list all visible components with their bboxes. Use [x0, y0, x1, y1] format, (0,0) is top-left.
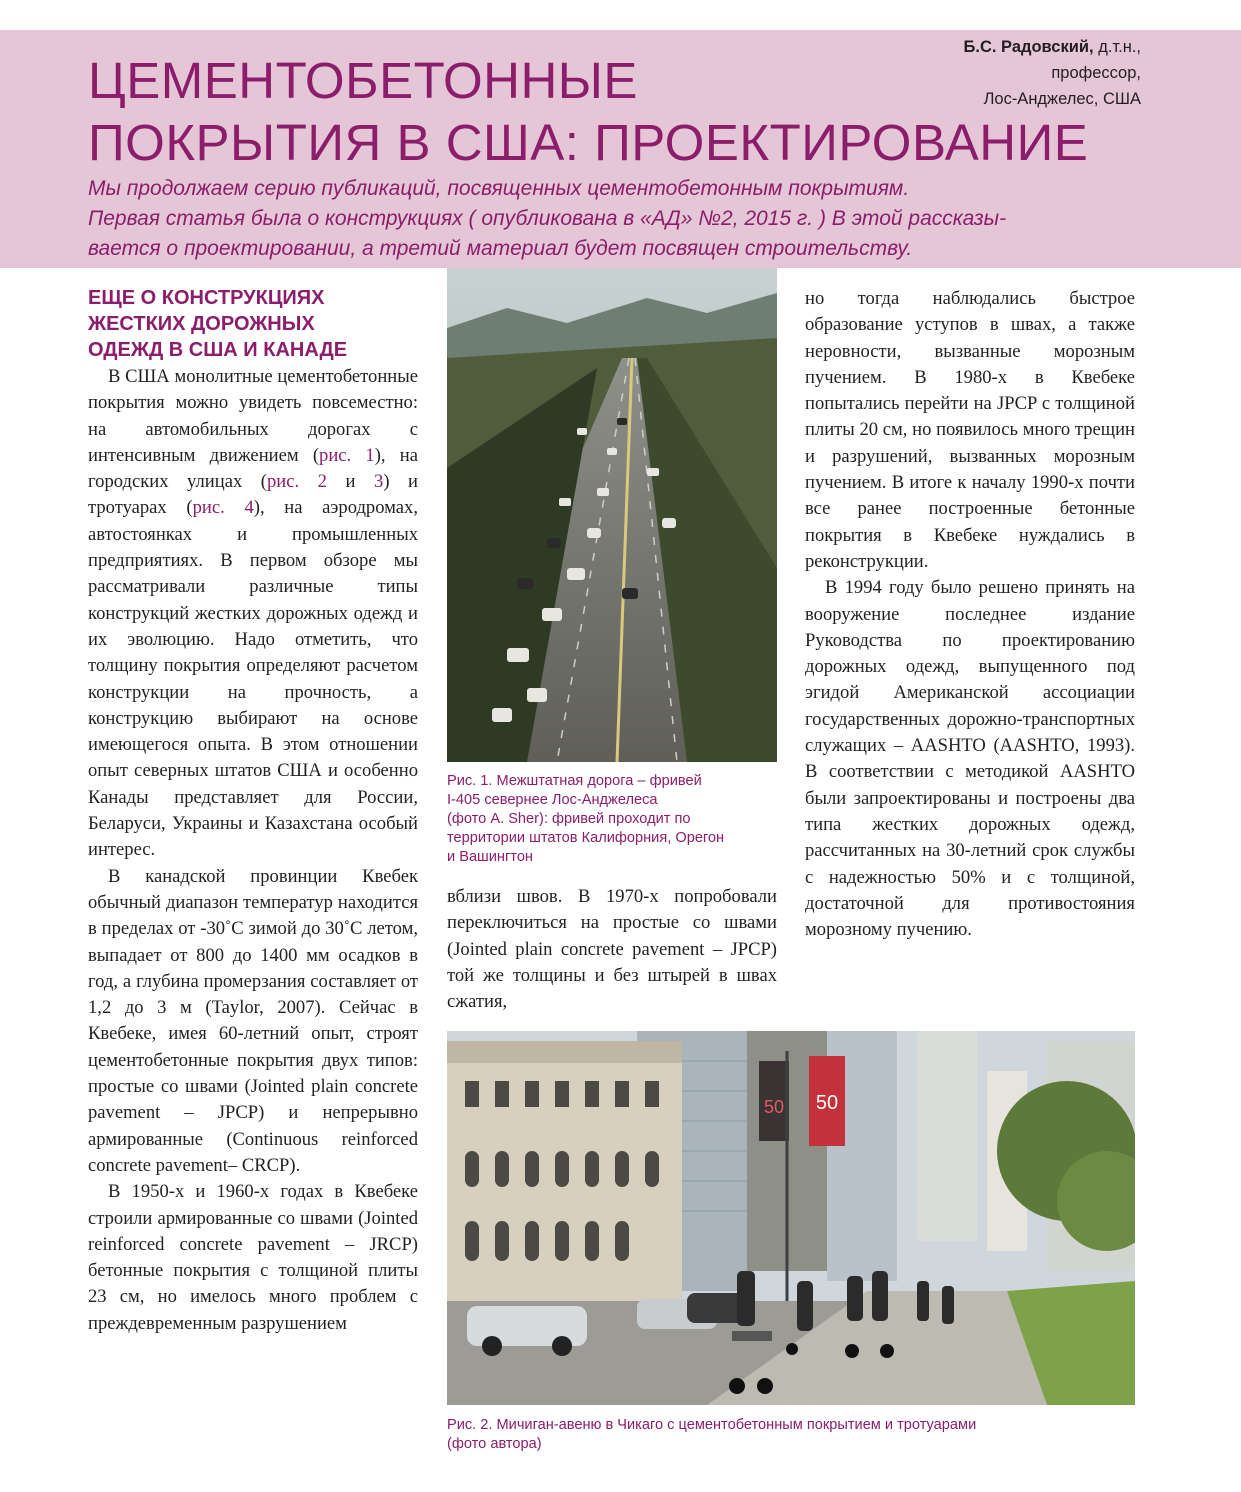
text-column-1: [88, 364, 418, 1337]
lead-line-1: Мы продолжаем серию публикаций, посвященных цементобетонным покрытиям.: [88, 177, 910, 200]
paragraph: В 1950-х и 1960-х годах в Квебеке строили армированные со швами (Jointed reinforced concrete pavement – JRCP) бетонные покрытия с толщиной плиты 23 см, но имелось много проблем с преждевременным разрушением: [88, 1181, 418, 1334]
caption-line: (фото автора): [447, 1436, 542, 1452]
caption-line: Рис. 1. Межштатная дорога – фривей: [447, 773, 702, 789]
paragraph: вблизи швов. В 1970-х попробовали переключиться на простые со швами (Jointed plain concrete pavement – JPCP) той же толщины и без штырей в швах сжатия,: [447, 886, 777, 1013]
banner-number-left: 50: [763, 1097, 785, 1117]
text-run: ), на городских улицах (: [88, 444, 418, 493]
author-block: [964, 34, 1141, 112]
figure-2-photo-michigan-avenue: [447, 1031, 1135, 1405]
author-position: профессор,: [1051, 64, 1141, 82]
paragraph: но тогда наблюдались быстрое образование уступов в швах, а также неровности, вызванные морозным пучением. В 1980-х в Квебеке попытались перейти на JPCP с толщиной плиты 20 см, но появилось много трещин и разрушений, вызванных морозным пучением. В итоге к началу 1990-х почти все ранее построенные бетонные покрытия в Квебеке нуждались в реконструкции.: [805, 288, 1135, 572]
title-line-1: ЦЕМЕНТОБЕТОННЫЕ: [88, 52, 638, 109]
caption-line: и Вашингтон: [447, 849, 533, 865]
author-name: Б.С. Радовский,: [963, 38, 1094, 56]
author-degree: д.т.н.,: [1093, 38, 1141, 56]
caption-line: (фото A. Sher): фривей проходит по: [447, 811, 691, 827]
paragraph: В 1994 году было решено принять на вооружение последнее издание Руководства по проектированию дорожных одежд, выпущенного под эгидой Американской ассоциации государственных дорожно-транспортных служащих – AASHTO (AASHTO, 1993). В соответствии с методикой AASHTO были запроектированы и построены два типа жестких дорожных одежд, рассчитанных на 30-летний срок службы с надежностью 50% и с толщиной, достаточной для противостояния морозному пучению.: [805, 577, 1135, 941]
header-band: [0, 30, 1241, 268]
figure-ref-1[interactable]: рис. 1: [319, 444, 375, 466]
text-run: и: [326, 471, 375, 493]
lead-line-3: вается о проектировании, а третий материал будет посвящен строительству.: [88, 237, 913, 260]
paragraph: [88, 364, 418, 864]
caption-line: Рис. 2. Мичиган-авеню в Чикаго с цементобетонным покрытием и тротуарами: [447, 1417, 977, 1433]
figure-ref-4[interactable]: рис. 4: [192, 497, 254, 519]
section-heading-line-1: ЕЩЕ О КОНСТРУКЦИЯХ: [88, 287, 325, 309]
section-heading-line-2: ЖЕСТКИХ ДОРОЖНЫХ: [88, 313, 315, 335]
author-location: Лос-Анджелес, США: [983, 90, 1141, 108]
paragraph: В канадской провинции Квебек обычный диапазон температур находится в пределах от -30˚С зимой до 30˚С летом, выпадает от 800 до 1400 мм осадков в год, а глубина промерзания составляет от 1,2 до 3 м (Taylor, 2007). Сейчас в Квебеке, имея 60-летний опыт, строят цементобетонные покрытия двух типов: простые со швами (Jointed plain concrete pavement – JPCP) и непрерывно армированные (Continuous reinforced concrete pavement– CRCP).: [88, 865, 418, 1176]
text-column-2: [447, 884, 777, 1015]
street-illustration: [447, 1031, 1135, 1405]
article-title: [88, 50, 1088, 174]
section-heading: [88, 285, 418, 363]
figure-1-caption: [447, 772, 782, 867]
text-run: ) и тротуарах (: [88, 471, 418, 519]
caption-line: I-405 севернее Лос-Анджелеса: [447, 792, 658, 808]
text-column-3: [805, 286, 1135, 943]
freeway-illustration: [447, 268, 777, 762]
figure-ref-2[interactable]: рис. 2: [267, 471, 327, 493]
lead-paragraph: [88, 174, 1153, 264]
banner-number-right: 50: [815, 1092, 839, 1114]
figure-1-photo-freeway: [447, 268, 777, 762]
title-line-2: ПОКРЫТИЯ В США: ПРОЕКТИРОВАНИЕ: [88, 114, 1089, 171]
text-run: ), на аэродромах, автостоянках и промышленных предприятиях. В первом обзоре мы рассматривали различные типы конструкций жестких дорожных одежд и их эволюцию. Надо отметить, что толщину покрытия определяют расчетом конструкции на прочность, а конструкцию выбирают на основе имеющегося опыта. В этом отношении опыт северных штатов США и особенно Канады представляет для России, Беларуси, Украины и Казахстана особый интерес.: [88, 497, 418, 861]
section-heading-line-3: ОДЕЖД В США И КАНАДЕ: [88, 339, 348, 361]
caption-line: территории штатов Калифорния, Орегон: [447, 830, 725, 846]
figure-2-caption: [447, 1416, 1137, 1454]
text-run: В США монолитные цементобетонные покрытия можно увидеть повсеместно: на автомобильных дорогах с интенсивным движением (: [88, 366, 418, 466]
figure-ref-3[interactable]: 3: [374, 471, 384, 493]
lead-line-2: Первая статья была о конструкциях ( опубликована в «АД» №2, 2015 г. ) В этой рассказы-: [88, 207, 1007, 230]
